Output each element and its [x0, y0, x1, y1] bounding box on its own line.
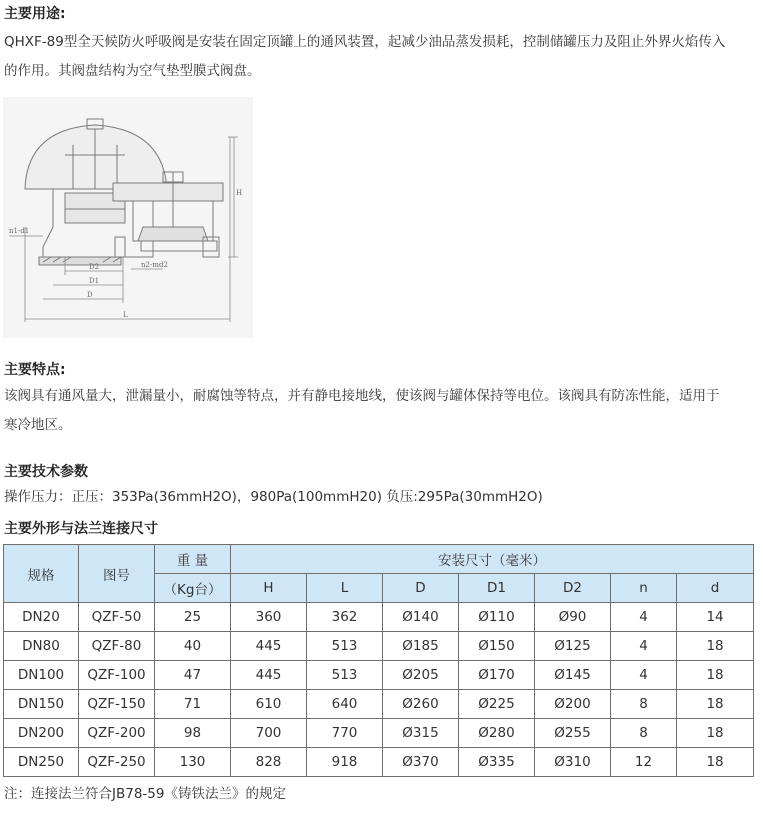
- table-cell: 4: [611, 661, 677, 690]
- table-cell: Ø125: [535, 632, 611, 661]
- table-note: 注：连接法兰符合JB78-59《铸铁法兰》的规定: [4, 786, 286, 802]
- col-D1: D1: [459, 574, 535, 603]
- table-cell: 360: [231, 603, 307, 632]
- usage-line-1: QHXF-89型全天候防火呼吸阀是安装在固定顶罐上的通风装置，起减少油品蒸发损耗，控制储罐压力及阻止外界火焰传入: [4, 34, 726, 50]
- table-cell: 640: [307, 690, 383, 719]
- dimensions-tbody: [4, 545, 754, 777]
- valve-drawing-svg: [3, 97, 253, 338]
- table-header-row-1: [4, 545, 754, 574]
- table-cell: 71: [155, 690, 231, 719]
- table-cell: 18: [677, 719, 754, 748]
- label-D2: D2: [89, 263, 100, 271]
- table-cell: Ø370: [383, 748, 459, 777]
- table-cell: 18: [677, 748, 754, 777]
- table-cell: 513: [307, 661, 383, 690]
- table-cell: Ø205: [383, 661, 459, 690]
- table-cell: DN150: [4, 690, 79, 719]
- table-cell: 770: [307, 719, 383, 748]
- table-cell: 828: [231, 748, 307, 777]
- table-cell: QZF-250: [79, 748, 155, 777]
- table-row: [4, 690, 754, 719]
- table-cell: 12: [611, 748, 677, 777]
- table-cell: 40: [155, 632, 231, 661]
- features-line-2: 寒冷地区。: [4, 417, 72, 433]
- table-cell: Ø200: [535, 690, 611, 719]
- table-cell: Ø110: [459, 603, 535, 632]
- table-cell: DN100: [4, 661, 79, 690]
- table-cell: Ø335: [459, 748, 535, 777]
- table-cell: Ø145: [535, 661, 611, 690]
- col-H: H: [231, 574, 307, 603]
- usage-heading: 主要用途:: [4, 6, 66, 22]
- table-cell: Ø170: [459, 661, 535, 690]
- label-L: L: [123, 311, 128, 319]
- features-heading: 主要特点:: [4, 362, 66, 378]
- col-weight: 重 量: [155, 545, 231, 574]
- valve-drawing: [3, 97, 253, 338]
- table-cell: Ø140: [383, 603, 459, 632]
- operating-pressure: 操作压力：正压：353Pa(36mmH2O)，980Pa(100mmH20) 负压:295Pa(30mmH2O): [4, 489, 543, 505]
- table-cell: 47: [155, 661, 231, 690]
- label-D: D: [87, 291, 93, 299]
- table-cell: Ø315: [383, 719, 459, 748]
- table-cell: Ø185: [383, 632, 459, 661]
- table-cell: QZF-50: [79, 603, 155, 632]
- table-cell: DN20: [4, 603, 79, 632]
- table-cell: 445: [231, 661, 307, 690]
- col-D: D: [383, 574, 459, 603]
- table-cell: DN250: [4, 748, 79, 777]
- table-row: [4, 603, 754, 632]
- table-cell: Ø280: [459, 719, 535, 748]
- table-row: [4, 719, 754, 748]
- table-cell: 4: [611, 632, 677, 661]
- label-n2md2: n2-md2: [141, 261, 168, 269]
- table-cell: 14: [677, 603, 754, 632]
- label-H: H: [236, 189, 243, 197]
- table-cell: 918: [307, 748, 383, 777]
- label-n1d1: n1-d1: [9, 227, 30, 235]
- table-cell: 25: [155, 603, 231, 632]
- col-d: d: [677, 574, 754, 603]
- table-cell: 98: [155, 719, 231, 748]
- table-cell: QZF-80: [79, 632, 155, 661]
- features-text: [4, 382, 756, 440]
- col-weight-unit: （Kg台）: [155, 574, 231, 603]
- table-cell: 610: [231, 690, 307, 719]
- dimensions-table: [3, 544, 754, 777]
- table-cell: Ø310: [535, 748, 611, 777]
- params-heading: 主要技术参数: [4, 464, 88, 480]
- table-cell: Ø255: [535, 719, 611, 748]
- usage-line-2: 的作用。其阀盘结构为空气垫型膜式阀盘。: [4, 63, 261, 79]
- label-D1: D1: [89, 277, 100, 285]
- features-line-1: 该阀具有通风量大，泄漏量小，耐腐蚀等特点，并有静电接地线，使该阀与罐体保持等电位。该阀具有防冻性能，适用于: [4, 388, 720, 404]
- table-cell: 130: [155, 748, 231, 777]
- table-row: [4, 632, 754, 661]
- table-cell: 700: [231, 719, 307, 748]
- table-cell: 362: [307, 603, 383, 632]
- table-row: [4, 748, 754, 777]
- table-cell: Ø260: [383, 690, 459, 719]
- col-D2: D2: [535, 574, 611, 603]
- table-cell: 8: [611, 690, 677, 719]
- table-cell: 18: [677, 632, 754, 661]
- table-cell: Ø225: [459, 690, 535, 719]
- table-cell: QZF-200: [79, 719, 155, 748]
- table-cell: DN80: [4, 632, 79, 661]
- table-cell: Ø90: [535, 603, 611, 632]
- col-install-size: 安装尺寸（毫米）: [231, 545, 754, 574]
- table-cell: 18: [677, 661, 754, 690]
- col-n: n: [611, 574, 677, 603]
- table-cell: Ø150: [459, 632, 535, 661]
- table-cell: 4: [611, 603, 677, 632]
- usage-text: [4, 28, 756, 86]
- col-drawing: 图号: [79, 545, 155, 603]
- table-cell: 8: [611, 719, 677, 748]
- table-cell: QZF-150: [79, 690, 155, 719]
- col-spec: 规格: [4, 545, 79, 603]
- table-row: [4, 661, 754, 690]
- table-cell: 445: [231, 632, 307, 661]
- table-cell: QZF-100: [79, 661, 155, 690]
- dimensions-heading: 主要外形与法兰连接尺寸: [4, 521, 158, 537]
- col-L: L: [307, 574, 383, 603]
- table-cell: 18: [677, 690, 754, 719]
- table-cell: DN200: [4, 719, 79, 748]
- table-cell: 513: [307, 632, 383, 661]
